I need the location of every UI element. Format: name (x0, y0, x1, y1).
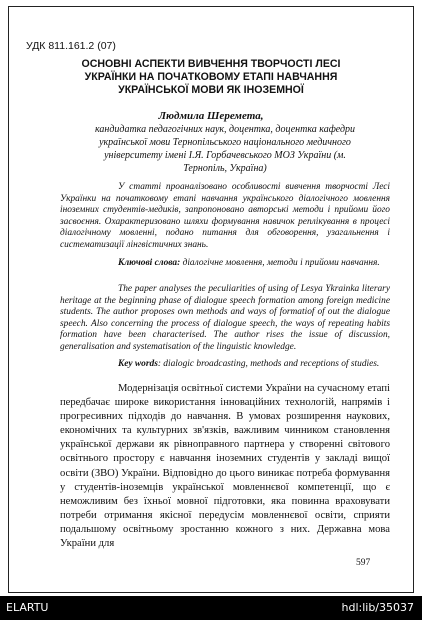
keywords-text: : dialogic broadcasting, methods and receptions of studies. (157, 359, 380, 369)
repository-name: ELARTU (6, 601, 49, 614)
udk-code: УДК 811.161.2 (07) (26, 40, 116, 52)
affiliation-line: університету імені І.Я. Горбачевського МОЗ України (м. (104, 150, 346, 161)
author-name: Людмила Шеремета, (158, 110, 264, 122)
page-number: 597 (356, 558, 371, 568)
keywords-label: Ключові слова: (118, 258, 181, 268)
affiliation-line: Тернопіль, Україна) (183, 163, 267, 174)
title-line: УКРАЇНСЬКОЇ МОВИ ЯК ІНОЗЕМНОЇ (118, 84, 304, 96)
body-paragraph: Модернізація освітньої системи України на сучасному етапі передбачає широке використання інноваційних технологій, напрямів і прогресивних підходів до навчання. В умовах розширення наукових, економічних та культурних зв'язків, важливим чинником становлення української держави як рівноправного партнера у створенні світового освітнього простору є навчання іноземних студентів у закладі вищої освіти (ЗВО) України. Відповідно до цього виникає потреба формування у студентів-іноземців української мовленнєвої компетенції, що є неможливим без їхньої мовної підготовки, яка повинна враховувати потреби отримання якісної передусім мовленнєвої освіти, сприяти подальшому освітньому зростанню кожного з них. Державна мова України для (60, 383, 390, 550)
keywords-text: діалогічне мовлення, методи і прийоми навчання. (180, 258, 380, 268)
handle-link[interactable]: hdl:lib/35037 (341, 601, 414, 614)
author-affiliation (60, 123, 390, 175)
title-line: УКРАЇНКИ НА ПОЧАТКОВОМУ ЕТАПІ НАВЧАННЯ (84, 71, 338, 83)
abstract-text: У статті проаналізовано особливості вивчення творчості Лесі Українки на початковому етапі навчання українського діалогічного мовлення іноземних студентів-медиків, запропоновано авторські методи і прийоми його засвоєння. Охарактеризовано шляхи формування навичок реплікування в процесі діалогічному мовленні, подано питання для обговорення, узагальнення і систематизації лінгвістичних знань. (60, 182, 390, 250)
abstract-text: The paper analyses the peculiarities of using of Lesya Ykrainka literary heritage at the beginning phase of dialogue speech formation among foreign medicine students. The author proposes own methods and ways of formatiof of out the dialogue speech. Also concerning the process of dialogue speech, the ways of repeating habits formation have been characterised. The author rises the issue of discussion, generalisation and systematisation of the linguistic knowledge. (60, 284, 390, 352)
affiliation-line: української мови Тернопільського національного медичного (99, 137, 351, 148)
affiliation-line: кандидатка педагогічних наук, доцентка, доцентка кафедри (94, 124, 356, 135)
article-title (24, 58, 398, 97)
abstract-ukrainian (60, 182, 390, 252)
abstract-english (60, 284, 390, 354)
keywords-english (60, 359, 390, 371)
keywords-ukrainian (60, 258, 390, 270)
title-line: ОСНОВНІ АСПЕКТИ ВИВЧЕННЯ ТВОРЧОСТІ ЛЕСІ (81, 58, 341, 70)
repository-footer (0, 596, 422, 620)
keywords-label: Key words (118, 359, 158, 369)
